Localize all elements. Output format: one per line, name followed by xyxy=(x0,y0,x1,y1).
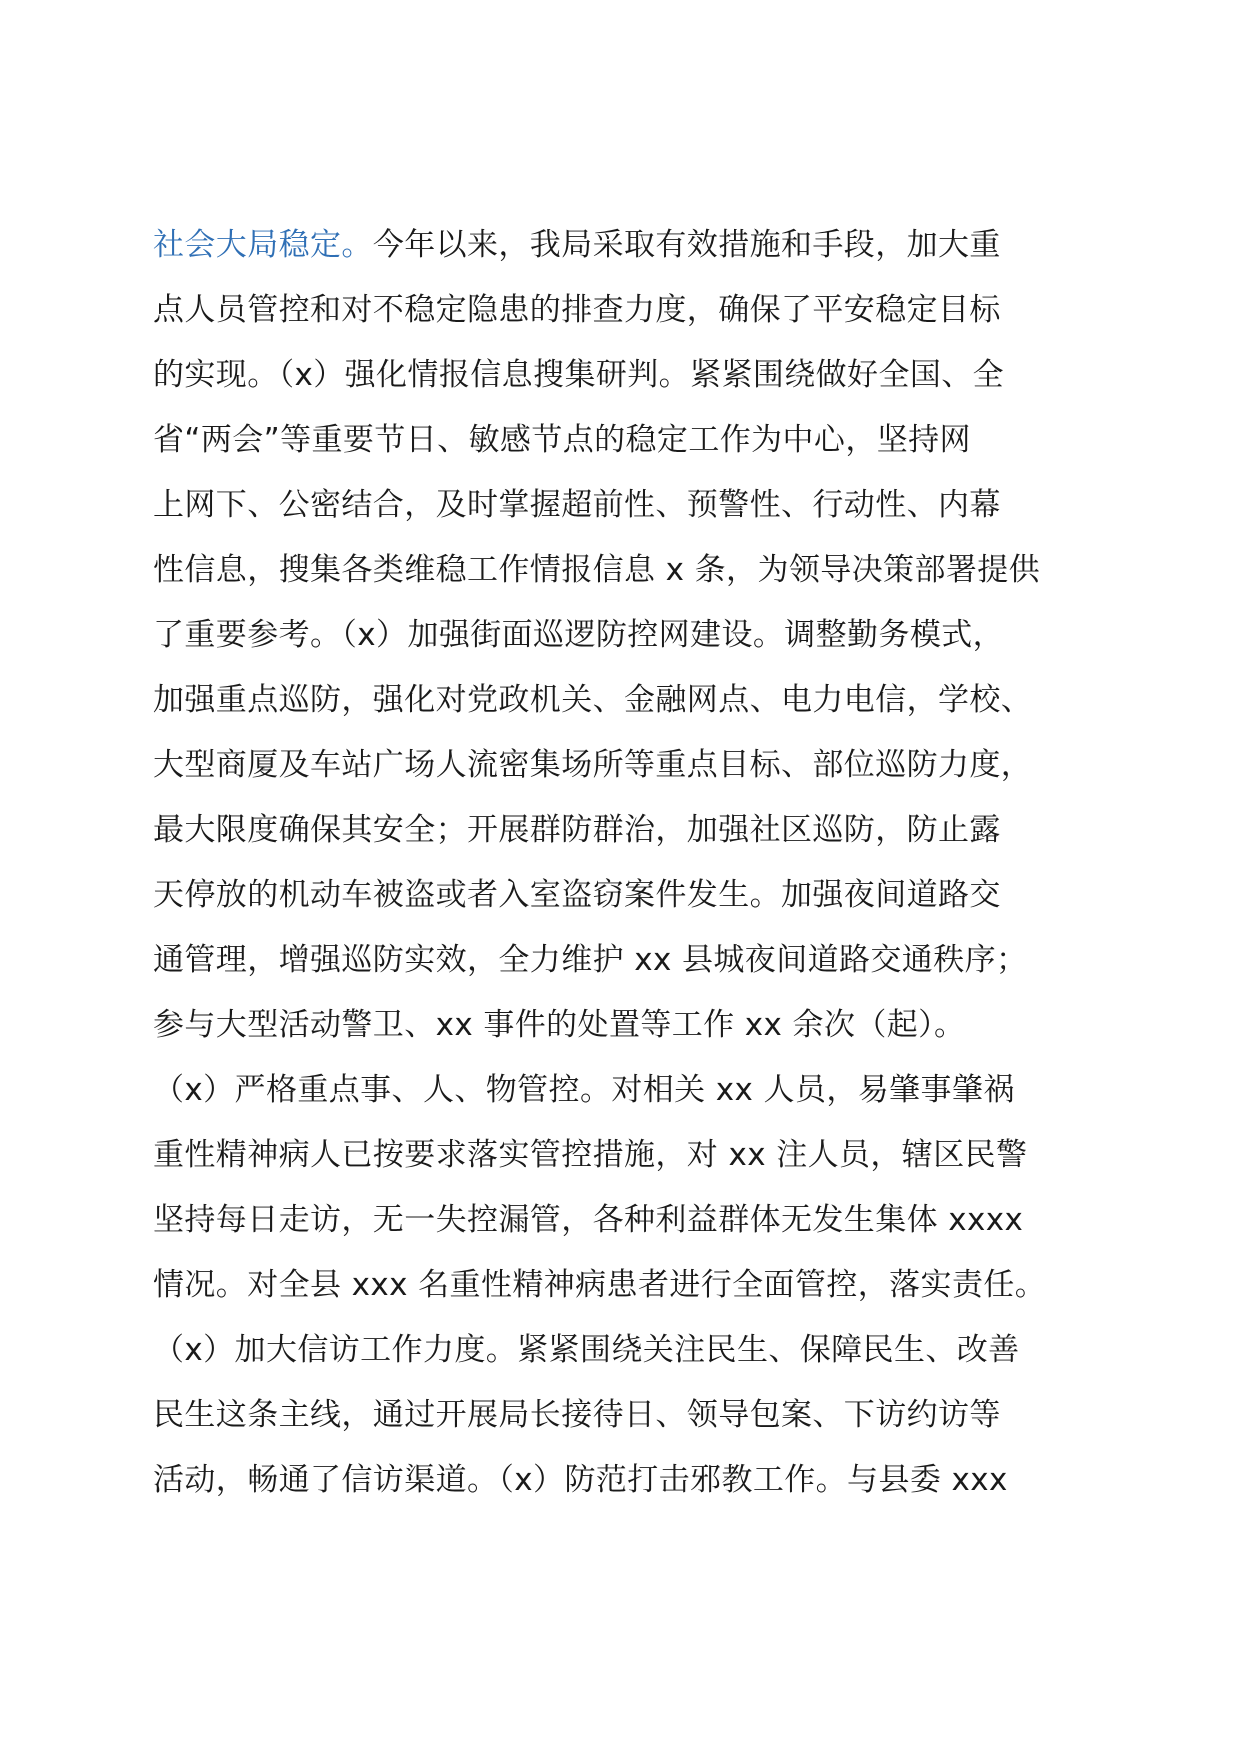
text-line-19: 民生这条主线，通过开展局长接待日、领导包案、下访约访等 xyxy=(153,1397,1001,1433)
text-line-15: 重性精神病人已按要求落实管控措施，对 xx 注人员，辖区民警 xyxy=(153,1137,1028,1173)
text-line-14: （x）严格重点事、人、物管控。对相关 xx 人员，易肇事肇祸 xyxy=(153,1072,1015,1108)
highlighted-link-text[interactable]: 社会大局稳定。 xyxy=(153,227,373,263)
text-line-12: 通管理，增强巡防实效，全力维护 xx 县城夜间道路交通秩序； xyxy=(153,942,1028,978)
text-line-4: 省“两会”等重要节日、敏感节点的稳定工作为中心，坚持网 xyxy=(153,422,971,458)
text-line-18: （x）加大信访工作力度。紧紧围绕关注民生、保障民生、改善 xyxy=(153,1332,1020,1368)
text-line-7: 了重要参考。（x）加强街面巡逻防控网建设。调整勤务模式， xyxy=(153,617,1005,653)
text-line-20: 活动，畅通了信访渠道。（x）防范打击邪教工作。与县委 xxx xyxy=(153,1462,1008,1498)
text-line-13: 参与大型活动警卫、xx 事件的处置等工作 xx 余次（起）。 xyxy=(153,1007,966,1043)
text-line-6: 性信息，搜集各类维稳工作情报信息 x 条，为领导决策部署提供 xyxy=(153,552,1041,588)
text-line-17: 情况。对全县 xxx 名重性精神病患者进行全面管控，落实责任。 xyxy=(153,1267,1047,1303)
text-line-9: 大型商厦及车站广场人流密集场所等重点目标、部位巡防力度， xyxy=(153,747,1033,783)
text-line-1 xyxy=(153,213,1113,278)
text-line-11: 天停放的机动车被盗或者入室盗窃案件发生。加强夜间道路交 xyxy=(153,877,1001,913)
text-line-8: 加强重点巡防，强化对党政机关、金融网点、电力电信，学校、 xyxy=(153,682,1033,718)
text-line-5: 上网下、公密结合，及时掌握超前性、预警性、行动性、内幕 xyxy=(153,487,1001,523)
text-line-2: 点人员管控和对不稳定隐患的排查力度，确保了平安稳定目标 xyxy=(153,292,1001,328)
text-line-content: 今年以来，我局采取有效措施和手段，加大重 xyxy=(372,227,1001,263)
text-line-10: 最大限度确保其安全；开展群防群治，加强社区巡防，防止露 xyxy=(153,812,1001,848)
text-line-3: 的实现。（x）强化情报信息搜集研判。紧紧围绕做好全国、全 xyxy=(153,357,1005,393)
text-line-16: 坚持每日走访，无一失控漏管，各种利益群体无发生集体 xxxx xyxy=(153,1202,1024,1238)
body-paragraph xyxy=(153,213,1113,1513)
